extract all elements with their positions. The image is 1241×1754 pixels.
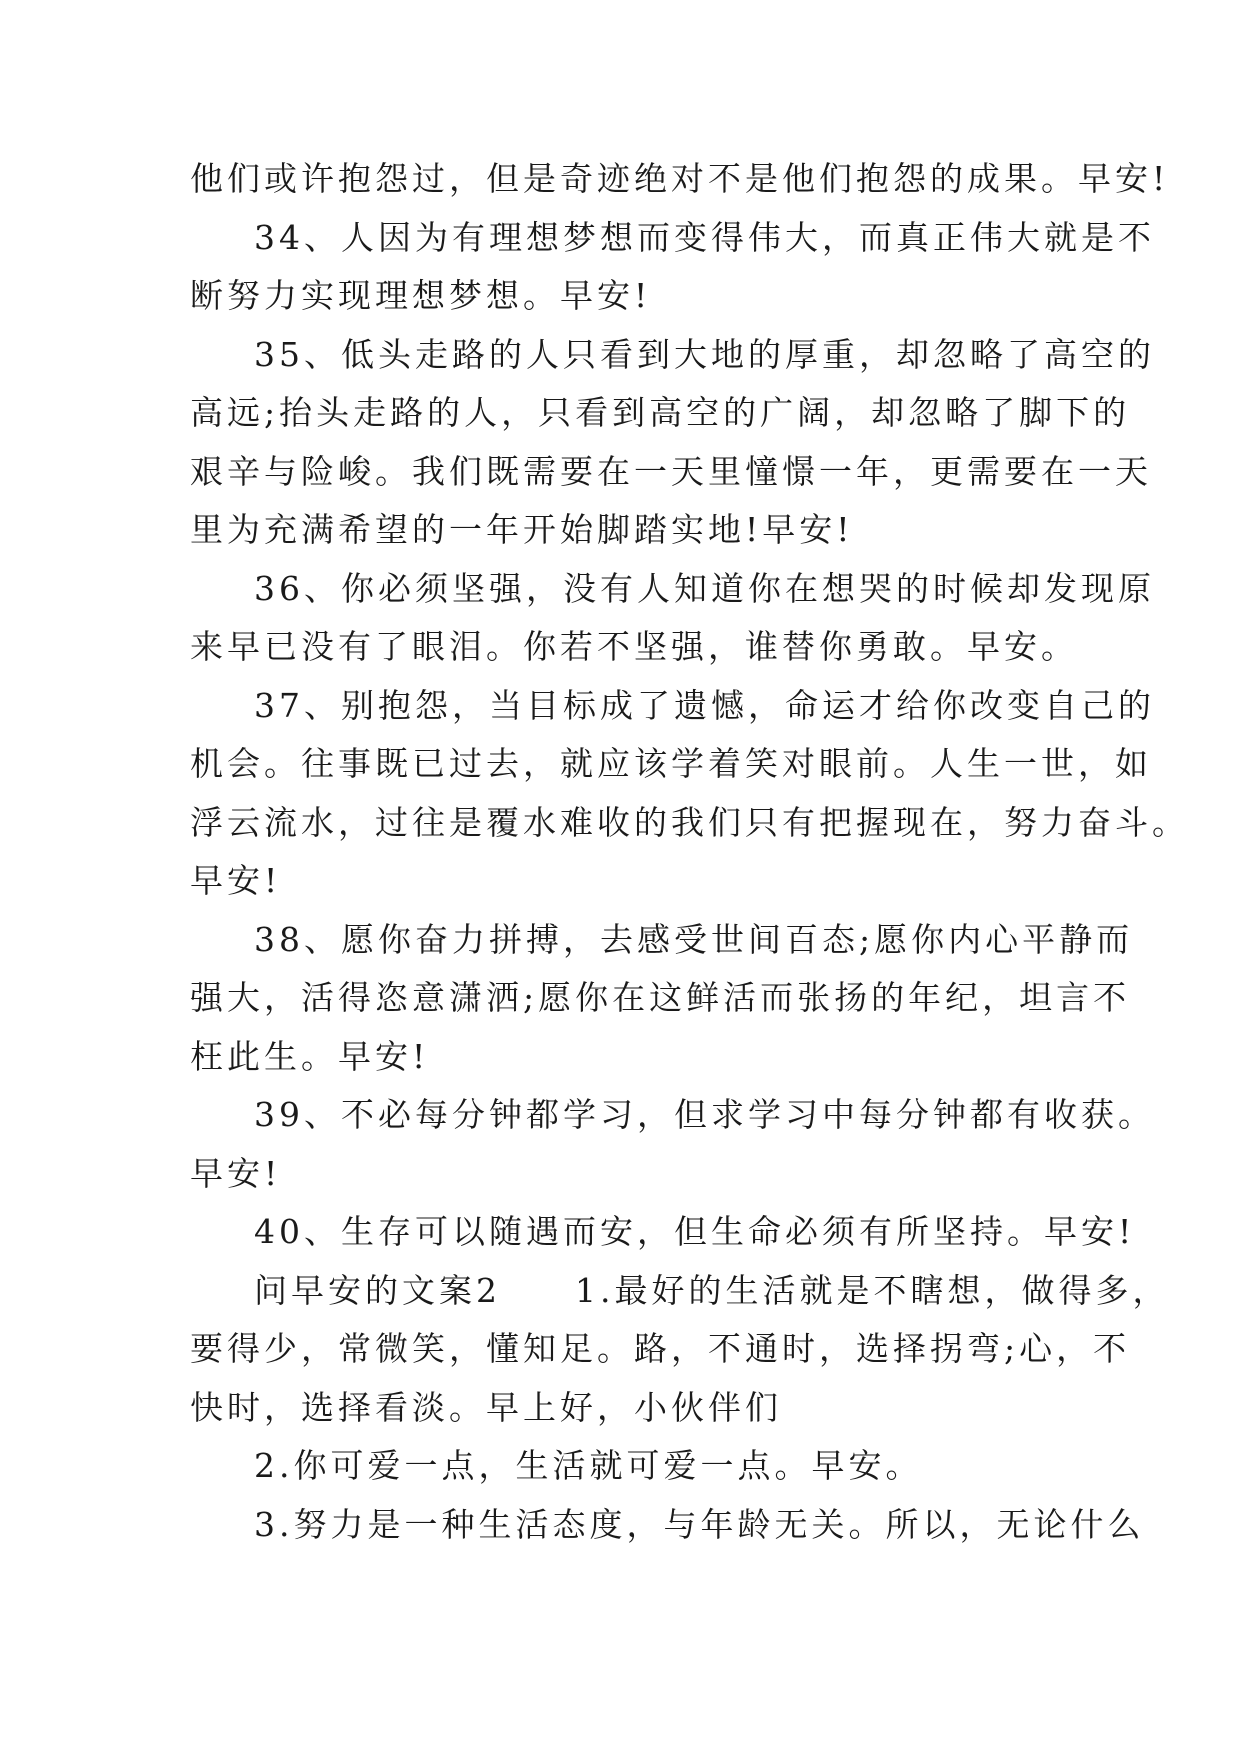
text-line: 机会。往事既已过去，就应该学着笑对眼前。人生一世，如 [190, 744, 1152, 783]
text-line: 强大，活得恣意潇洒;愿你在这鲜活而张扬的年纪，坦言不 [190, 978, 1131, 1017]
text-line: 艰辛与险峻。我们既需要在一天里憧憬一年，更需要在一天 [190, 451, 1152, 491]
text-line: 3.努力是一种生活态度，与年龄无关。所以，无论什么 [254, 1504, 1145, 1544]
document-body [190, 150, 1189, 1554]
text-line: 早安! [190, 861, 282, 900]
text-line: 37、别抱怨，当目标成了遗憾，命运才给你改变自己的 [254, 685, 1155, 725]
text-line: 39、不必每分钟都学习，但求学习中每分钟都有收获。 [254, 1095, 1155, 1134]
text-line: 38、愿你奋力拼搏，去感受世间百态;愿你内心平静而 [254, 919, 1134, 959]
text-line: 2.你可爱一点，生活就可爱一点。早安。 [254, 1446, 923, 1485]
text-line: 浮云流水，过往是覆水难收的我们只有把握现在，努力奋斗。 [190, 802, 1189, 842]
text-line: 高远;抬头走路的人，只看到高空的广阔，却忽略了脚下的 [190, 393, 1131, 432]
text-line: 枉此生。早安! [190, 1036, 430, 1076]
text-line: 34、人因为有理想梦想而变得伟大，而真正伟大就是不 [254, 217, 1155, 257]
text-line: 来早已没有了眼泪。你若不坚强，谁替你勇敢。早安。 [190, 627, 1078, 666]
text-line: 断努力实现理想梦想。早安! [190, 276, 652, 315]
text-line: 问早安的文案2 1.最好的生活就是不瞎想，做得多， [254, 1270, 1170, 1310]
text-line: 里为充满希望的一年开始脚踏实地!早安! [190, 510, 854, 549]
text-line: 要得少，常微笑，懂知足。路，不通时，选择拐弯;心，不 [190, 1329, 1131, 1368]
text-line: 早安! [190, 1153, 282, 1193]
text-line: 36、你必须坚强，没有人知道你在想哭的时候却发现原 [254, 568, 1155, 608]
text-line: 他们或许抱怨过，但是奇迹绝对不是他们抱怨的成果。早安! [190, 159, 1170, 198]
text-line: 40、生存可以随遇而安，但生命必须有所坚持。早安! [254, 1212, 1136, 1251]
text-line: 快时，选择看淡。早上好，小伙伴们 [190, 1387, 782, 1427]
text-line: 35、低头走路的人只看到大地的厚重，却忽略了高空的 [254, 334, 1155, 374]
